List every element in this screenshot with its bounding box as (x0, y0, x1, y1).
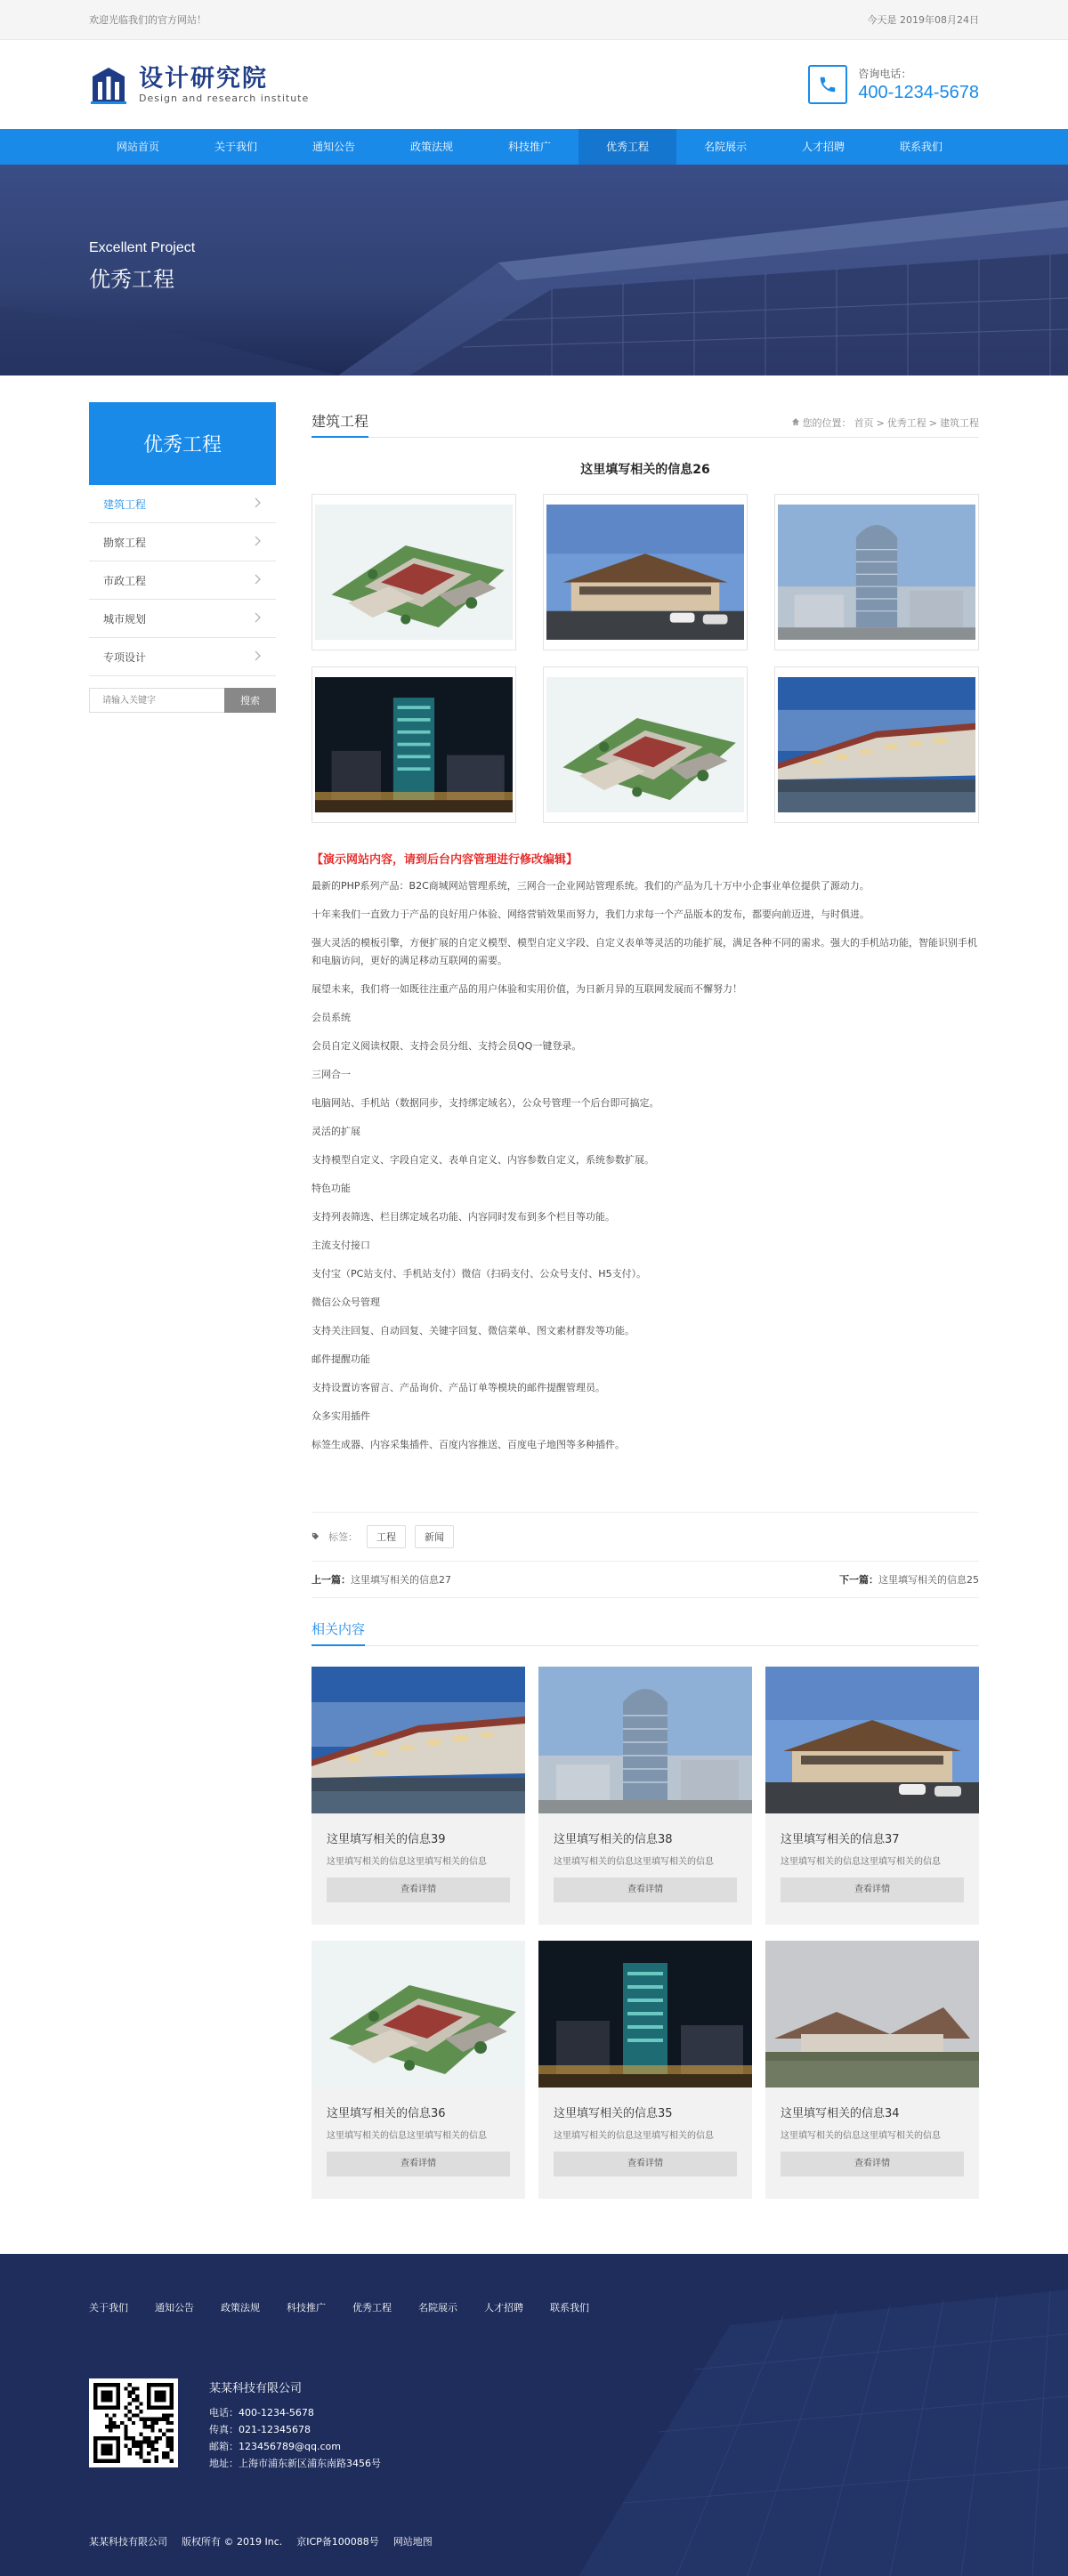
icp-link[interactable]: 京ICP备100088号 (296, 2536, 379, 2548)
crumb-bar (312, 402, 979, 438)
sidebar-item-architecture[interactable] (89, 485, 276, 523)
breadcrumb-prefix: 您的位置： (802, 417, 852, 429)
footer-link-policies[interactable]: 政策法规 (221, 2302, 260, 2314)
view-details-button[interactable]: 查看详情 (327, 2152, 510, 2176)
footer-fax: 传真：021-12345678 (209, 2424, 311, 2435)
nav-item-projects[interactable]: 优秀工程 (578, 129, 676, 165)
demo-notice: 【演示网站内容，请到后台内容管理进行修改编辑】 (312, 853, 578, 867)
gallery-image[interactable] (312, 494, 516, 650)
project-photo (778, 505, 975, 640)
article-paragraph: 展望未来，我们将一如既往注重产品的用户体验和实用价值，为日新月异的互联网发展而不懈努力！ (312, 983, 742, 995)
breadcrumb-current[interactable]: 建筑工程 (940, 417, 979, 429)
section-title: 建筑工程 (312, 410, 368, 438)
related-photo[interactable] (765, 1941, 979, 2087)
nav-item-tech[interactable]: 科技推广 (507, 141, 551, 153)
welcome-text: 欢迎光临我们的官方网站！ (89, 14, 206, 26)
related-card[interactable] (312, 1941, 525, 2199)
related-photo[interactable] (538, 1941, 752, 2087)
article-paragraph: 灵活的扩展 (312, 1126, 360, 1137)
related-card-desc: 这里填写相关的信息这里填写相关的信息 (781, 1857, 941, 1867)
article-paragraph: 三网合一 (312, 1069, 351, 1080)
project-gallery (312, 494, 979, 823)
hotline-label: 咨询电话： (858, 68, 912, 80)
sidebar-title: 优秀工程 (89, 402, 276, 485)
breadcrumb-projects[interactable]: 优秀工程 (886, 417, 926, 429)
prev-label: 上一篇： (312, 1574, 351, 1586)
project-photo (546, 677, 744, 812)
footer-link-contact[interactable]: 联系我们 (550, 2302, 589, 2314)
article-title: 这里填写相关的信息26 (580, 463, 710, 477)
article-paragraph: 微信公众号管理 (312, 1296, 380, 1308)
related-card[interactable] (765, 1667, 979, 1925)
chevron-right-icon (255, 574, 262, 587)
related-card-title[interactable]: 这里填写相关的信息39 (327, 1833, 446, 1846)
qr-code-icon (89, 2378, 178, 2467)
next-title: 这里填写相关的信息25 (878, 1574, 979, 1586)
gallery-image[interactable] (774, 666, 979, 823)
related-card-desc: 这里填写相关的信息这里填写相关的信息 (554, 2131, 714, 2141)
nav-item-home[interactable]: 网站首页 (116, 141, 159, 153)
footer-company-name: 某某科技有限公司 (209, 2382, 303, 2395)
related-card-title[interactable]: 这里填写相关的信息35 (554, 2107, 673, 2120)
footer-nav (89, 2254, 979, 2314)
gallery-image[interactable] (543, 494, 748, 650)
article-paragraph: 支持设置访客留言、产品询价、产品订单等模块的邮件提醒管理员。 (312, 1382, 605, 1393)
logo[interactable] (89, 64, 309, 105)
sidebar-item-special-design[interactable] (89, 638, 276, 676)
article-paragraph: 最新的PHP系列产品：B2C商城网站管理系统，三网合一企业网站管理系统。我们的产品为几十万中小企事业单位提供了源动力。 (312, 880, 870, 892)
footer-link-about[interactable]: 关于我们 (89, 2302, 128, 2314)
sitemap-link[interactable]: 网站地图 (392, 2536, 433, 2548)
chevron-right-icon (255, 650, 262, 664)
banner-title-cn: 优秀工程 (89, 267, 174, 292)
article-paragraph: 会员系统 (312, 1012, 351, 1023)
sidebar-item-label: 城市规划 (103, 612, 147, 626)
article-paragraph: 标签生成器、内容采集插件、百度内容推送、百度电子地图等多种插件。 (312, 1439, 625, 1450)
footer-link-notices[interactable]: 通知公告 (155, 2302, 194, 2314)
sidebar-item-label: 建筑工程 (103, 497, 147, 511)
sidebar-item-label: 市政工程 (103, 574, 147, 587)
tag-link[interactable]: 新闻 (415, 1525, 454, 1548)
related-title: 相关内容 (312, 1616, 365, 1646)
related-card[interactable] (538, 1941, 752, 2199)
prev-title: 这里填写相关的信息27 (351, 1574, 451, 1586)
related-card-desc: 这里填写相关的信息这里填写相关的信息 (554, 1857, 714, 1867)
footer-link-tech[interactable]: 科技推广 (287, 2302, 326, 2314)
hotline (808, 65, 979, 104)
article-paragraph: 十年来我们一直致力于产品的良好用户体验、网络营销效果而努力，我们力求每一个产品版本的发布，都要向前迈进，与时俱进。 (312, 908, 870, 920)
nav-item-policies[interactable]: 政策法规 (409, 141, 453, 153)
article-paragraph: 主流支付接口 (312, 1240, 370, 1251)
breadcrumb-separator: > (876, 416, 885, 429)
article-paragraph: 特色功能 (312, 1183, 351, 1194)
footer-company-info (89, 2378, 979, 2472)
article-paragraph: 支持模型自定义、字段自定义、表单自定义、内容参数自定义，系统参数扩展。 (312, 1154, 654, 1166)
footer-address: 地址：上海市浦东新区浦东南路3456号 (209, 2458, 381, 2469)
search-input[interactable] (89, 688, 224, 713)
copyright-text: 版权所有 © 2019 Inc. (182, 2536, 283, 2548)
article-paragraph: 邮件提醒功能 (312, 1353, 370, 1365)
related-card-title[interactable]: 这里填写相关的信息34 (781, 2107, 900, 2120)
related-card-desc: 这里填写相关的信息这里填写相关的信息 (781, 2131, 941, 2141)
related-photo[interactable] (312, 1941, 525, 2087)
nav-item-notices[interactable]: 通知公告 (312, 141, 355, 153)
tags-label: 标签： (328, 1531, 358, 1543)
related-card-title[interactable]: 这里填写相关的信息37 (781, 1833, 900, 1846)
project-photo (778, 677, 975, 812)
related-card[interactable] (765, 1941, 979, 2199)
nav-item-jobs[interactable]: 人才招聘 (801, 141, 845, 153)
chevron-right-icon (255, 612, 262, 626)
nav-item-institutes[interactable]: 名院展示 (703, 141, 747, 153)
article-body (312, 877, 979, 1454)
building-logo-icon (89, 64, 128, 105)
main-nav (0, 129, 1068, 165)
view-details-button[interactable]: 查看详情 (781, 2152, 964, 2176)
content (312, 402, 979, 2199)
prev-article-link[interactable] (312, 1572, 451, 1587)
related-card[interactable] (312, 1667, 525, 1925)
date-text: 今天是 2019年08月24日 (867, 14, 979, 26)
page-banner (0, 165, 1068, 375)
project-photo (315, 677, 513, 812)
chevron-right-icon (255, 497, 262, 511)
related-card-title[interactable]: 这里填写相关的信息38 (554, 1833, 673, 1846)
home-icon (791, 417, 800, 429)
logo-title: 设计研究院 (139, 64, 268, 93)
gallery-image[interactable] (543, 666, 748, 823)
related-card[interactable] (538, 1667, 752, 1925)
breadcrumb-home[interactable]: 首页 (854, 417, 874, 429)
related-card-desc: 这里填写相关的信息这里填写相关的信息 (327, 1857, 487, 1867)
chevron-right-icon (255, 536, 262, 549)
project-photo (315, 505, 513, 640)
prev-next-nav (312, 1561, 979, 1598)
footer-phone: 电话：400-1234-5678 (209, 2407, 314, 2419)
gallery-image[interactable] (312, 666, 516, 823)
sidebar-item-survey[interactable] (89, 523, 276, 561)
footer-link-projects[interactable]: 优秀工程 (352, 2302, 392, 2314)
next-label: 下一篇： (839, 1574, 878, 1586)
main-area (0, 375, 1068, 2199)
related-card-title[interactable]: 这里填写相关的信息36 (327, 2107, 446, 2120)
tag-icon (312, 1531, 320, 1543)
view-details-button[interactable]: 查看详情 (781, 1877, 964, 1902)
article-paragraph: 支持关注回复、自动回复、关键字回复、微信菜单、图文素材群发等功能。 (312, 1325, 635, 1336)
search-button[interactable]: 搜索 (224, 688, 276, 713)
sidebar-item-urban-planning[interactable] (89, 600, 276, 638)
sidebar-item-label: 勘察工程 (103, 536, 147, 549)
footer-email: 邮箱：123456789@qq.com (209, 2441, 341, 2452)
phone-icon (808, 65, 847, 104)
next-article-link[interactable] (839, 1572, 979, 1587)
sidebar-item-municipal[interactable] (89, 561, 276, 600)
tag-link[interactable]: 工程 (367, 1525, 406, 1548)
view-details-button[interactable]: 查看详情 (554, 2152, 737, 2176)
related-photo[interactable] (765, 1667, 979, 1813)
top-bar (0, 0, 1068, 40)
related-photo[interactable] (312, 1667, 525, 1813)
article-paragraph: 支付宝（PC站支付、手机站支付）微信（扫码支付、公众号支付、H5支付）。 (312, 1268, 647, 1280)
gallery-image[interactable] (774, 494, 979, 650)
nav-item-about[interactable]: 关于我们 (214, 141, 257, 153)
article-paragraph: 电脑网站、手机站（数据同步，支持绑定域名），公众号管理一个后台即可搞定。 (312, 1097, 659, 1109)
copyright-bar (89, 2534, 433, 2548)
project-photo (546, 505, 744, 640)
sidebar-item-label: 专项设计 (103, 650, 147, 664)
related-grid (312, 1667, 979, 2199)
tag-bar (312, 1512, 979, 1548)
breadcrumb (791, 416, 979, 437)
view-details-button[interactable]: 查看详情 (554, 1877, 737, 1902)
footer-link-institutes[interactable]: 名院展示 (418, 2302, 457, 2314)
hotline-number: 400-1234-5678 (858, 83, 979, 102)
footer (0, 2254, 1068, 2576)
footer-link-jobs[interactable]: 人才招聘 (484, 2302, 523, 2314)
view-details-button[interactable]: 查看详情 (327, 1877, 510, 1902)
article-paragraph: 会员自定义阅读权限、支持会员分组、支持会员QQ一键登录。 (312, 1040, 582, 1052)
article-paragraph: 众多实用插件 (312, 1410, 370, 1422)
logo-subtitle: Design and research institute (139, 92, 310, 104)
article-paragraph: 强大灵活的模板引擎，方便扩展的自定义模型、模型自定义字段、自定义表单等灵活的功能扩展，满足各种不同的需求。强大的手机站功能，智能识别手机和电脑访问，更好的满足移动互联网的需要。 (312, 937, 977, 966)
header (0, 40, 1068, 129)
breadcrumb-separator: > (928, 416, 937, 429)
related-heading (312, 1616, 979, 1646)
sidebar (89, 402, 276, 2199)
nav-item-contact[interactable]: 联系我们 (899, 141, 943, 153)
banner-title-en: Excellent Project (89, 240, 196, 255)
copyright-company: 某某科技有限公司 (89, 2536, 167, 2548)
sidebar-search (89, 688, 276, 713)
article-paragraph: 支持列表筛选、栏目绑定域名功能、内容同时发布到多个栏目等功能。 (312, 1211, 615, 1223)
related-card-desc: 这里填写相关的信息这里填写相关的信息 (327, 2131, 487, 2141)
related-photo[interactable] (538, 1667, 752, 1813)
